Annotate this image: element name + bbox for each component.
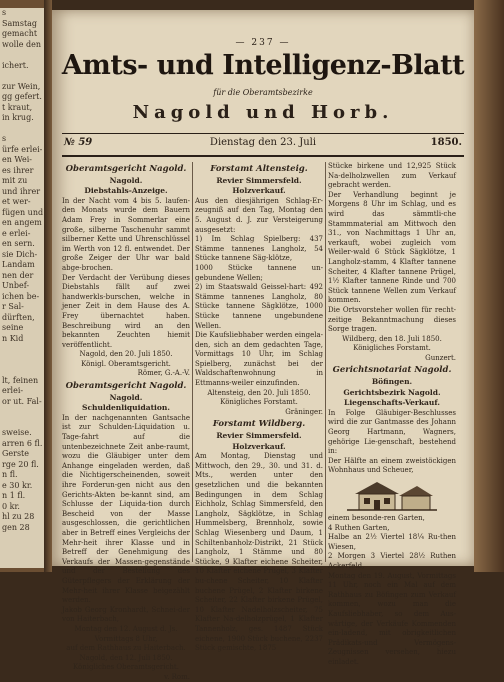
notice-time: Vormittags 8 Uhr, (94, 634, 158, 643)
issue-date: Dienstag den 23. Juli (209, 137, 317, 148)
notice-place: Nagold. (109, 392, 143, 402)
notice-text: 4 Ruthen Garten, (328, 523, 390, 532)
left-page-text-fragment: lt, feinen (2, 375, 39, 385)
left-page-text-fragment (0, 407, 44, 418)
book-spine (44, 0, 52, 572)
notice-text: 2) im Staatswald Geissel-hart: 492 Stämme tannenes Langholz, 80 Stücke tannene Sägklötze, 1000 Stücke tannene ungebundene Wellen. (195, 283, 323, 330)
column-1 (62, 162, 190, 681)
notice-text: Die Kaufsliebhaber werden eingela-den, sich an dem gedachten Tage, Vormittags 10 Uhr, im Schlag Spielberg, zunächst bei der Waldschaftenwohnung in Ettmanns-weiler einzufinden. (195, 331, 323, 388)
left-page-text-fragment: Unbef- (2, 281, 30, 290)
notice-title: Schuldenliquidation. (82, 403, 170, 413)
left-page-text-fragment: n Kid (2, 333, 24, 343)
notice-text: Der Verdacht der Verübung dieses Diebstahls fällt auf zwei handwerkls-burschen, welche in jener Zeit in dem Hause des A. Frey übernachtet haben. Beschreibung wird an den bekannten Zeuchten hiemit veröffentlicht. (62, 273, 190, 349)
left-page-text-fragment: sweise. (2, 428, 32, 437)
left-page-text-fragment: zur Wein, (2, 81, 41, 91)
notice-subplace: Gerichtsbezirk Nagold. (343, 387, 441, 397)
notice-text: Halbe an 2½ Viertel 18¼ Ru-then Wiesen, (328, 533, 456, 551)
left-page-text-fragment: en angem (2, 218, 42, 227)
notice-text: Jakob Georg Kronhardt, Schnei-der von Haiterbach, (62, 605, 190, 624)
left-page-text-fragment: gg gefert. (2, 92, 42, 101)
notice-text: In der Nacht vom 4 bis 5. laufen-den Monats wurde dem Bauern Adam Frey in Sommerlar eine große, silberne Taschenuhr sammt silberner Kette und Uhrenschlüssel im Werth von 12 fl. entwendet. Der große Zeiger der Uhr war bald abge-brochen. (62, 196, 190, 272)
notice-place: Böfingen. (371, 377, 413, 387)
column-2 (195, 162, 323, 653)
page-number: — 237 — (235, 38, 291, 48)
notice-text: In der nachgenannten Gantsache ist zur Schulden-Liquidation u. Tage-fahrt auf die untenbezeichnete Zeit anbe-raumt, wozu die Gläubiger unter dem Anhange eingeladen werden, daß die Nichtigerscheinenden, soweit ihre Forderun-gen nicht aus den Gerichts-Akten be-kannt sind, am Schlusse der Liquida-tion durch Bescheid von der Masse ausgeschlossen, die gerichtlichen aber in Betreff eines Vergleichs der Mehr-heit ihrer Klasse und in Betreff der Genehmigung des Verkaufs der Massen-gegenstände und der Bestellung des Güterpflegers der Erklärung der Mehr-heit ihrer Klasse beigezählt werden. (62, 413, 190, 605)
notice-authority: Königliches Forstamt. (353, 344, 431, 353)
left-page-text-fragment: mit zu (2, 176, 28, 185)
notice-date: Montag den 12. August d. Js. (74, 624, 178, 633)
notice-text: Am Montag, Dienstag und Mittwoch, den 29., 30. und 31. d. Mts., werden unter den gesetzlichen und die bekannten Bedingungen in dem Schlag Eichholz, Schlag Simmersfeld, den Langholz, Sägklötze, in Schlag Hummelsberg, Brennholz, sowie Schlag Wiesenberg und Daum, 1 Schiltenbanholz-Distrikt, 21 Stück Langholz, 1 Stämme und 80 Stücke, 9 Klafter eichene Scheiter, 10 Klafter eichene Prügel, 3 Klafter bu-chene Scheiter, 10 Klafter buchene Prügel, 2 Klafter birkene Scheiter, 22 Klafter birkene Prügel, 10 Klafter Nadelholzscheiter, 75 Klafter Na-delholzprügel, 1 Klafter Tannenholz, ges. 1487 Stück eichene, 1900 Stück buchene, 2237 Stück gemischte, 1875 (195, 452, 323, 653)
left-page-text-fragment: sie Dich- (2, 249, 38, 259)
left-page-text-fragment (0, 50, 44, 61)
notice-text: Stücke birkene und 12,925 Stück Na-delholzwellen zum Verkauf gebracht werden. (328, 162, 456, 190)
notice-text: In Folge Gläubiger-Beschlusses wird die zur Gantmasse des Johann Georg Hartmann, Wagners, gehörige Lie-genschaft, bestehend in: (328, 408, 456, 456)
notice-heading: Forstamt Altensteig. (210, 164, 308, 174)
masthead-title: Amts- und Intelligenz-Blatt (61, 50, 465, 81)
left-page-text-fragment: rge 20 fl. (2, 459, 39, 469)
left-page-text-fragment: fügen und (2, 207, 44, 217)
left-page-text-fragment: or ut. Fal- (2, 396, 42, 406)
left-page-text-fragment: in krug. (2, 113, 34, 122)
page-edges (474, 0, 504, 572)
notice-date: Wildberg, den 18. Juli 1850. (342, 334, 442, 343)
notice-signature: v. Rom. (164, 672, 190, 681)
left-page-text-fragment: 0 kr. (2, 501, 20, 511)
left-page-text-fragment: ichen be- (2, 291, 40, 301)
notice-text: 2 Morgen 3 Viertel 28½ Ruthen Ackerfeld, (328, 552, 456, 570)
notice-date: Altensteig, den 20. Juli 1850. (207, 388, 311, 397)
left-page-text-fragment: n 1 fl. (2, 491, 26, 500)
left-page-text-fragment: Gerste (2, 449, 30, 458)
left-page-text-fragment: Samstag (2, 18, 38, 28)
notice-text: Der Verhandlung beginnt je Morgens 8 Uhr im Schlag, und es wird das sämmtli-che Stammmaterial am Mittwoch den 31., von Nachmittags 1 Uhr an, verkauft, wobei zugleich vom Weiler-wald 6 Stück Sägklötze, 1 Langholz-stamm, 4 Klafter tannene Scheiter, 4 Klafter tannene Prügel, 1½ Klafter tannene Rinde und 700 Stück tannene Wellen zum Verkauf kommen. (328, 190, 456, 305)
left-page-text-fragment: s (2, 8, 7, 17)
left-page-text-fragment: gen 28 (2, 522, 30, 532)
left-page-text-fragment: seine (2, 323, 24, 332)
left-page-text-fragment: n fl. (2, 470, 18, 479)
notice-date: Nagold, den 20. Juli 1850. (79, 350, 173, 359)
notice-date: Nagold, den 12. Juli 1850. (79, 653, 173, 662)
left-page-text-fragment: ürfe erlei- (2, 144, 43, 154)
left-page-text-fragment: r Sal- (2, 302, 24, 311)
left-page-text-fragment: und ihrer (2, 186, 41, 196)
left-page-text-fragment: dürften, (2, 312, 35, 322)
issue-number: № 59 (64, 137, 93, 148)
left-page-text-fragment: wolle den (2, 39, 42, 49)
left-page-text-fragment (0, 344, 44, 355)
notice-title: Liegenschafts-Verkauf. (344, 398, 440, 408)
left-page-text-fragment (0, 544, 44, 555)
notice-authority: Königliches Oberamtsgericht. (73, 663, 179, 672)
notice-text: Montag den 19. August, Vormittags 11 Uhr, noch ein Mal auf dem Rathhaus zu Böfingen zum Verkauf kommen, wozu man die Kaufsliebhaber, so dem Aus-wärtige, der Verkäufe Kommenden ein-ladend, mit obrigkeitlichen Prädikats-und Vermögens-Zeugnissen versehen, hiezu einladet. (328, 571, 456, 666)
notice-title: Holzverkauf. (232, 441, 286, 451)
column-divider (325, 162, 326, 562)
left-page-text-fragment: s (2, 134, 7, 143)
left-page-text-fragment (0, 124, 44, 135)
column-3 (328, 162, 456, 666)
left-page-text-fragment (0, 365, 44, 376)
notice-text: 1000 Stücke tannene un-gebundene Wellen; (195, 263, 323, 282)
left-page-text-fragment: Landam (2, 260, 35, 269)
left-page-text-fragment: et wer- (2, 197, 31, 206)
issue-year: 1850. (430, 137, 462, 148)
notice-heading: Forstamt Wildberg. (212, 419, 306, 430)
left-page-text-fragment: en sern. (2, 239, 35, 248)
left-page-text-fragment: t kraut, (2, 102, 33, 112)
newspaper-page (52, 10, 474, 681)
left-page-text-fragment: en Wei- (2, 155, 32, 164)
rule-top (62, 133, 464, 134)
masthead-cities: Nagold und Horb. (132, 102, 394, 123)
left-page-text-fragment (0, 533, 44, 544)
left-page-text-fragment: e erlei- (2, 228, 31, 238)
notice-heading: Gerichtsnotariat Nagold. (332, 365, 452, 376)
left-page-text-fragment: hl zu 28 (2, 512, 35, 521)
notice-signature: Römer, G.-A.-V. (137, 369, 190, 378)
left-page-text-fragment (0, 355, 44, 366)
notice-text: 1) Im Schlag Spielberg: 437 Stämme tannenes Langholz, 54 Stücke tannene Säg-klötze, (195, 235, 323, 263)
notice-authority: Königl. Oberamtsgericht. (81, 359, 171, 368)
rule-bottom (62, 155, 464, 157)
notice-place: Revier Simmersfeld. (216, 431, 302, 441)
left-page-text-fragment: nen der (2, 270, 34, 280)
left-page-text-fragment (0, 71, 44, 82)
notice-heading: Oberamtsgericht Nagold. (65, 164, 187, 174)
notice-title: Holzverkauf. (232, 186, 286, 196)
left-page-text-fragment: e 30 kr. (2, 480, 33, 490)
house-woodcut-icon (347, 478, 437, 512)
notice-place-text: auf dem Rathhaus zu Haiterbach. (66, 644, 186, 653)
left-page-text-fragment: gemacht (2, 29, 38, 38)
column-divider (192, 162, 193, 562)
notice-text: Aus den diesjährigen Schlag-Er-zeugniß auf den Tag, Montag den 5. August d. J. zur Versteigerung ausgesetzt: (195, 196, 323, 234)
left-page-text-fragment: es ihrer (2, 165, 34, 175)
masthead-subtitle: für die Oberamtsbezirke (213, 88, 313, 97)
left-page-text-fragment: ichert. (2, 60, 29, 70)
notice-place: Nagold. (109, 175, 143, 185)
left-page (0, 8, 46, 568)
dateline (64, 137, 462, 151)
left-page-text-fragment: erlei- (2, 386, 24, 395)
notice-text: Die Ortsvorsteher wollen für recht-zeitige Bekanntmachung dieses Sorge tragen. (328, 305, 456, 334)
left-page-text-fragment: arren 6 fl. (2, 438, 43, 448)
notice-signature: Gunzert. (425, 353, 456, 362)
notice-heading: Oberamtsgericht Nagold. (65, 381, 187, 392)
notice-place: Revier Simmersfeld. (216, 175, 302, 185)
left-page-text-fragment (0, 418, 44, 429)
notice-text: einem besonde-ren Garten, (328, 514, 425, 522)
notice-authority: Königliches Forstamt. (220, 398, 298, 407)
notice-text: Der Hälfte an einem zweistöckigen Wohnhaus und Scheuer, (328, 456, 456, 475)
notice-title: Diebstahls-Anzeige. (84, 186, 168, 196)
notice-signature: Gräninger. (285, 407, 323, 416)
